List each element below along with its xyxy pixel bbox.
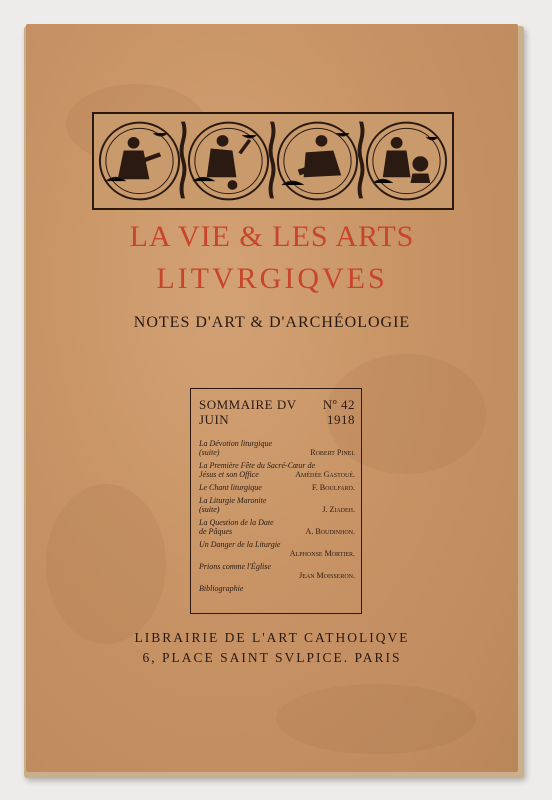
table-of-contents: [190, 388, 362, 614]
toc-entry: [199, 540, 355, 558]
paper-stain: [46, 484, 166, 644]
entry-title-cont: (suite): [199, 448, 220, 457]
entry-title-cont: Jésus et son Office: [199, 470, 259, 479]
publisher-address: 6, PLACE SAINT SVLPICE. PARIS: [142, 650, 402, 665]
issue-month: JUIN: [199, 412, 230, 427]
toc-entry: [199, 439, 355, 457]
toc-date: [199, 412, 355, 427]
issue-year: 1918: [327, 412, 355, 427]
toc-heading: [199, 397, 355, 412]
entry-author: J. Ziadeh.: [322, 505, 355, 514]
issue-number: Nº 42: [322, 397, 355, 412]
magazine-cover: [26, 24, 518, 772]
toc-entry: [199, 483, 355, 492]
entry-title: Le Chant liturgique: [199, 483, 262, 492]
woodcut-medallion-illustration-icon: [92, 112, 454, 210]
entry-title-cont: de Pâques: [199, 527, 233, 536]
entry-author: Jean Moisseron.: [299, 571, 355, 580]
entry-title: Un Danger de la Liturgie: [199, 540, 281, 549]
entry-title: La Première Fête du Sacré-Cœur de: [199, 461, 316, 470]
entry-author: Alphonse Mortier.: [289, 549, 355, 558]
entry-title-cont: (suite): [199, 505, 220, 514]
paper-stain: [276, 684, 476, 754]
entry-title: La Liturgie Maronite: [199, 496, 267, 505]
entry-author: Amédée Gastoué.: [295, 470, 355, 479]
toc-heading-label: SOMMAIRE DV: [199, 397, 297, 412]
toc-entry: [199, 496, 355, 514]
toc-entry: [199, 584, 355, 593]
toc-entry: [199, 461, 355, 479]
title-line-2: LITVRGIQVES: [156, 262, 388, 295]
toc-entry: [199, 562, 355, 580]
entry-title: Bibliographie: [199, 584, 244, 593]
publisher-name: LIBRAIRIE DE L'ART CATHOLIQVE: [134, 630, 410, 645]
entry-title: La Dévotion liturgique: [199, 439, 273, 448]
toc-entry: [199, 518, 355, 536]
entry-title: La Question de la Date: [199, 518, 274, 527]
title-line-1: LA VIE & LES ARTS: [129, 220, 415, 253]
entry-title: Prions comme l'Église: [199, 562, 271, 571]
entry-author: Robert Pinel: [310, 448, 355, 457]
entry-author: F. Boulfard.: [311, 483, 355, 492]
entry-author: A. Boudinhon.: [305, 527, 355, 536]
subtitle: NOTES D'ART & D'ARCHÉOLOGIE: [133, 314, 411, 331]
